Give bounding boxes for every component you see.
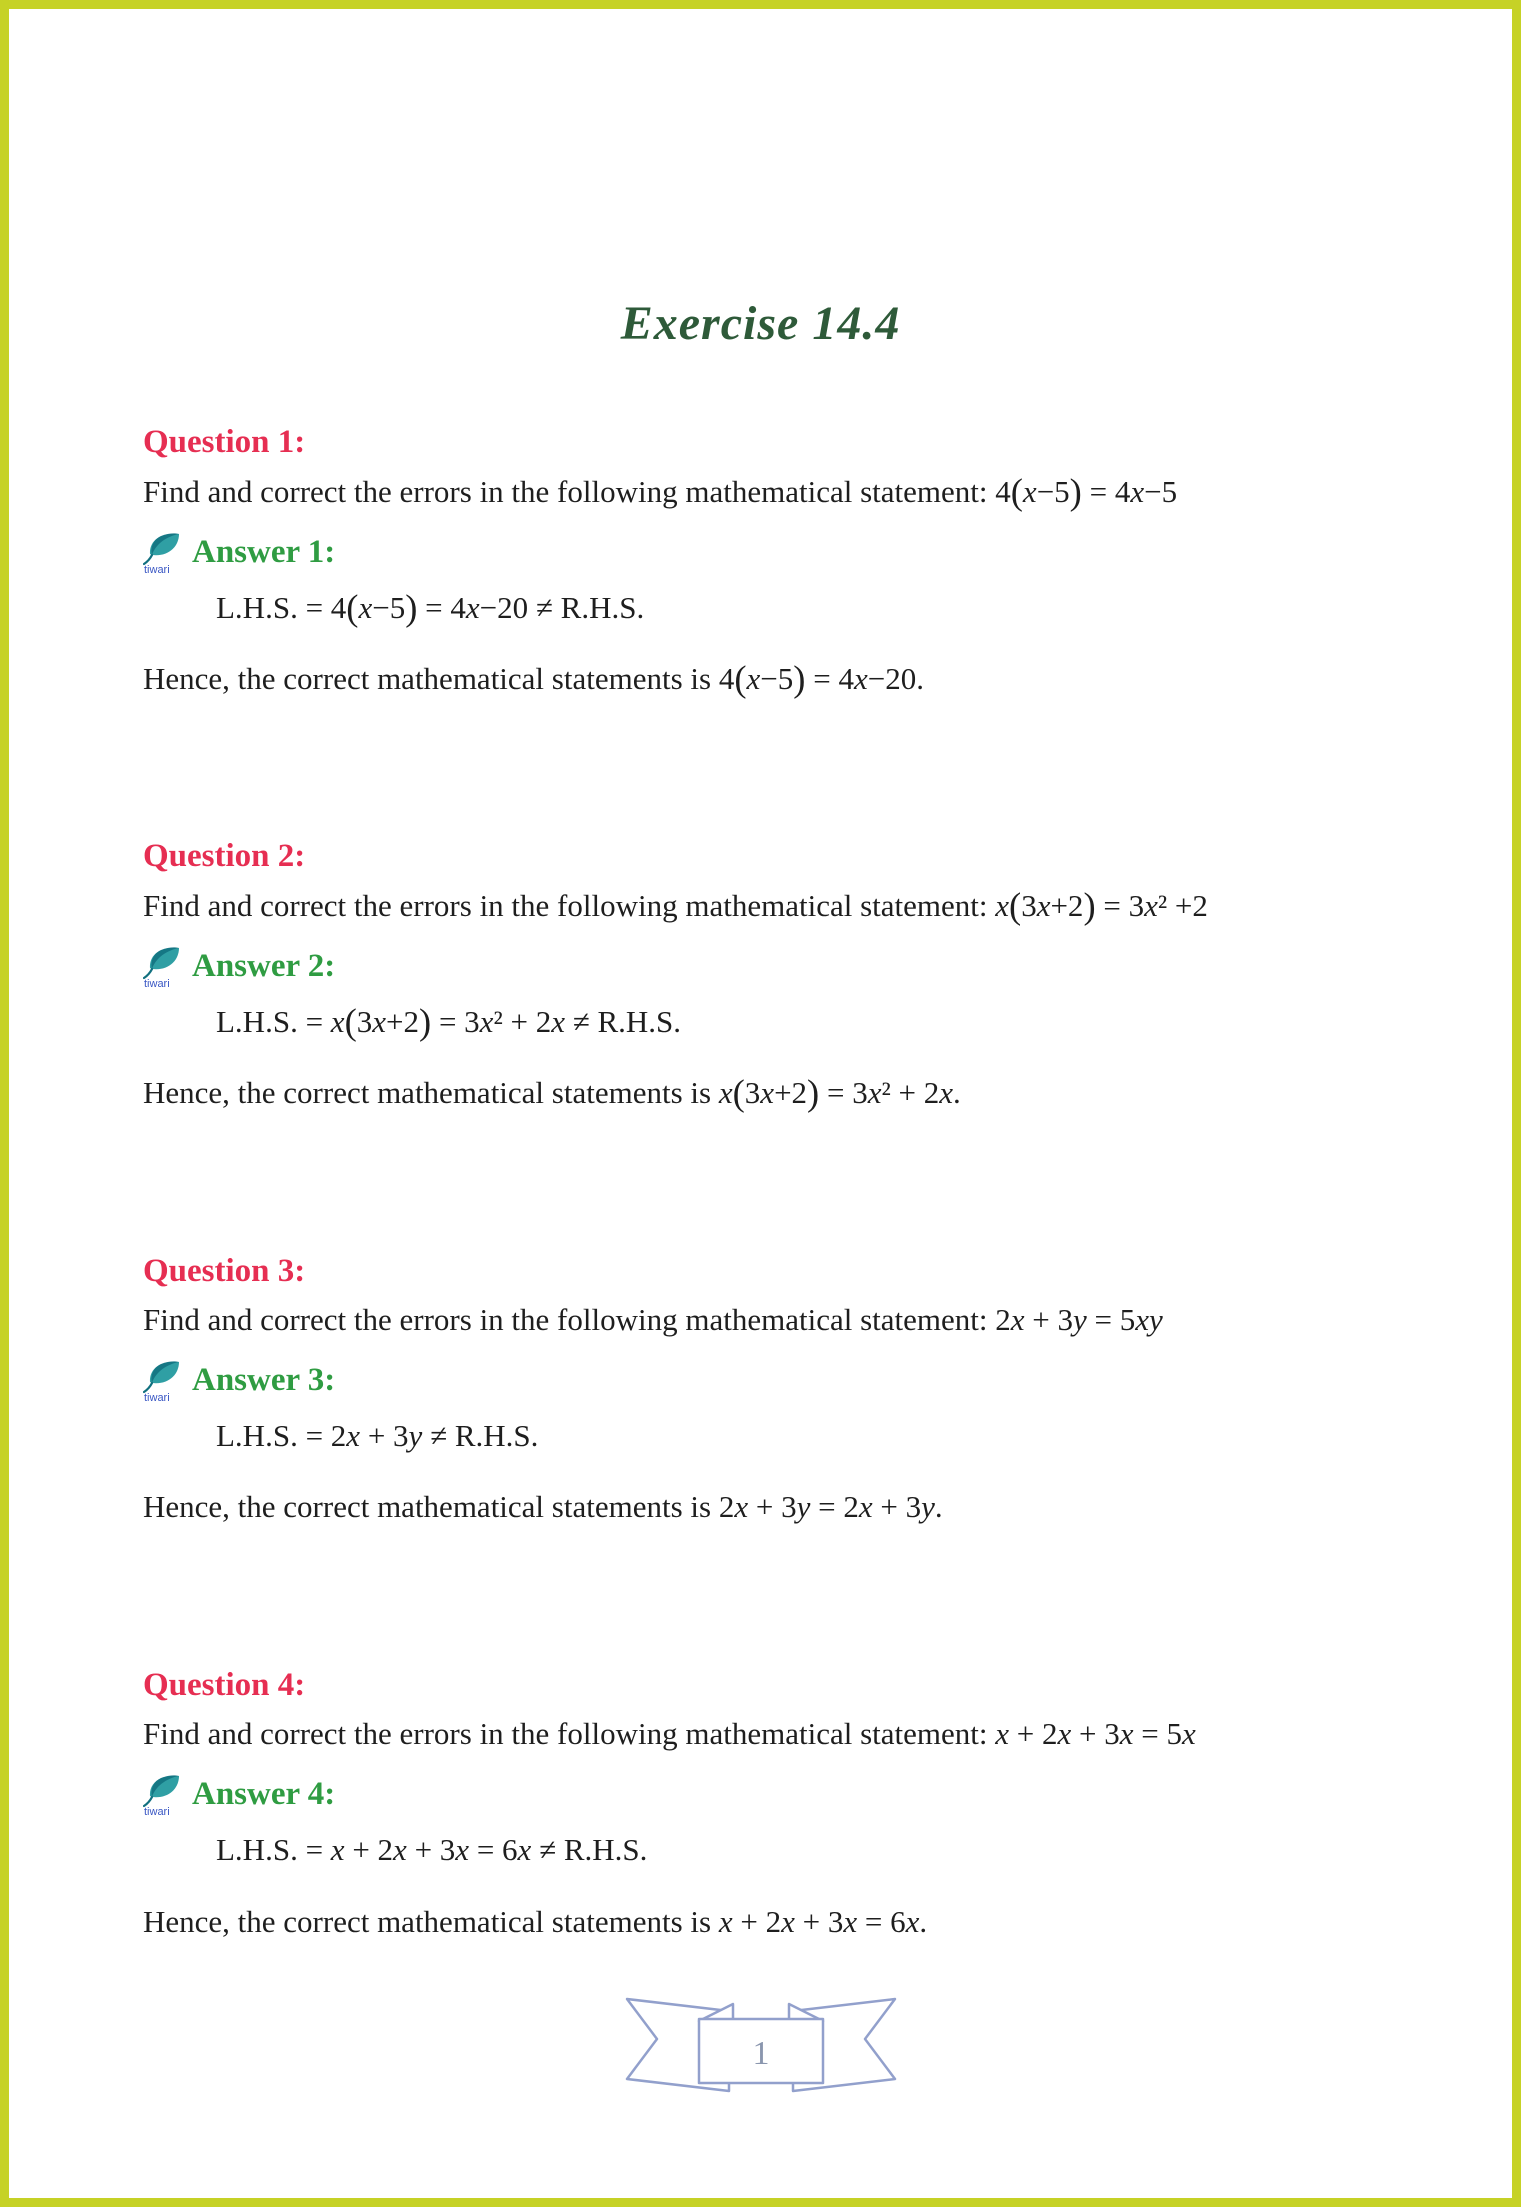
question-text-plain: Find and correct the errors in the following mathematical statement: [143,887,988,923]
question-heading: Question 1: [143,424,306,461]
question-math: x(3x+2) = 3x² +2 [995,884,1208,926]
question-math: 4(x−5) = 4x−5 [995,470,1178,512]
hence-math: x(3x+2) = 3x² + 2x. [718,1072,961,1114]
question-text-plain: Find and correct the errors in the following mathematical statement: [143,1716,988,1752]
question-text-plain: Find and correct the errors in the following mathematical statement: [143,1302,988,1338]
hence-text-plain: Hence, the correct mathematical statements is [143,1075,712,1111]
logo-wordmark: tiwari [144,1392,170,1405]
hence-math: 4(x−5) = 4x−20. [718,657,924,699]
logo-wordmark: tiwari [144,563,170,576]
answer-heading [143,528,1402,576]
answer-label: Answer 3: [192,1362,336,1399]
question-math: 2x + 3y = 5xy [995,1302,1163,1338]
answer-heading [143,942,1402,990]
hence-line [143,1488,1402,1525]
lhs-line: L.H.S. = 2x + 3y ≠ R.H.S. [216,1418,539,1454]
question-heading: Question 2: [143,838,306,875]
question-heading: Question 4: [143,1666,306,1703]
lhs-line: L.H.S. = x(3x+2) = 3x² + 2x ≠ R.H.S. [216,1000,682,1042]
hence-math: 2x + 3y = 2x + 3y. [718,1489,943,1525]
tiwari-leaf-icon [143,1770,185,1818]
question-math: x + 2x + 3x = 5x [995,1716,1196,1752]
tiwari-leaf-icon [143,528,185,576]
answer-label: Answer 1: [192,533,336,570]
hence-line [143,657,1402,699]
question-text [143,1301,1402,1338]
page-number: 1 [752,2035,769,2072]
hence-math: x + 2x + 3x = 6x. [718,1903,928,1939]
page-number-ribbon [611,1991,911,2114]
answer-heading [143,1770,1402,1818]
question-text [143,1715,1402,1752]
answer-heading [143,1356,1402,1404]
question-text [143,884,1402,926]
question-text [143,470,1402,512]
question-block [143,423,1402,697]
hence-line [143,1903,1402,1940]
logo-wordmark: tiwari [144,978,170,991]
hence-text-plain: Hence, the correct mathematical statements is [143,1903,712,1939]
question-block [143,1666,1402,1940]
question-block [143,837,1402,1114]
hence-text-plain: Hence, the correct mathematical statements is [143,661,712,697]
hence-text-plain: Hence, the correct mathematical statements is [143,1489,712,1525]
question-text-plain: Find and correct the errors in the following mathematical statement: [143,473,988,509]
logo-wordmark: tiwari [144,1806,170,1819]
answer-label: Answer 4: [192,1776,336,1813]
tiwari-leaf-icon [143,942,185,990]
tiwari-leaf-icon [143,1356,185,1404]
question-heading: Question 3: [143,1252,306,1289]
lhs-line: L.H.S. = 4(x−5) = 4x−20 ≠ R.H.S. [216,586,645,628]
hence-line [143,1072,1402,1114]
question-block [143,1252,1402,1526]
page-title: Exercise 14.4 [620,297,901,350]
lhs-line: L.H.S. = x + 2x + 3x = 6x ≠ R.H.S. [216,1832,648,1868]
answer-label: Answer 2: [192,947,336,984]
